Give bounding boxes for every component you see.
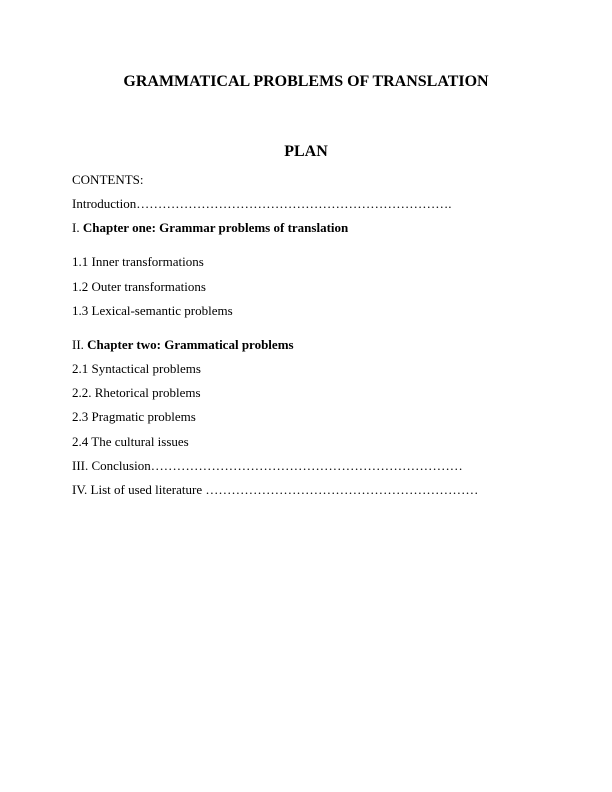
toc-section-1-2: 1.2 Outer transformations xyxy=(72,279,206,294)
document-title: GRAMMATICAL PROBLEMS OF TRANSLATION xyxy=(123,73,489,90)
toc-introduction: Introduction………………………………………………………………. xyxy=(72,196,452,211)
toc-section-2-4: 2.4 The cultural issues xyxy=(72,434,189,449)
chapter-one-numeral: I. xyxy=(72,220,83,235)
toc-section-1-1: 1.1 Inner transformations xyxy=(72,254,204,269)
chapter-two-numeral: II. xyxy=(72,337,88,352)
plan-heading: PLAN xyxy=(284,143,328,160)
toc-section-2-2: 2.2. Rhetorical problems xyxy=(72,385,201,400)
chapter-two-title: Chapter two: Grammatical problems xyxy=(87,337,294,352)
toc-literature: IV. List of used literature ……………………………………………………… xyxy=(72,482,479,497)
toc-section-1-3: 1.3 Lexical-semantic problems xyxy=(72,303,233,318)
toc-section-2-1: 2.1 Syntactical problems xyxy=(72,361,201,376)
toc-chapter-two xyxy=(72,335,294,355)
toc-section-2-3: 2.3 Pragmatic problems xyxy=(72,409,196,424)
contents-label: CONTENTS: xyxy=(72,172,144,187)
toc-conclusion: III. Conclusion……………………………………………………………… xyxy=(72,458,463,473)
chapter-one-title: Chapter one: Grammar problems of translation xyxy=(82,220,349,235)
toc-chapter-one xyxy=(72,218,348,238)
